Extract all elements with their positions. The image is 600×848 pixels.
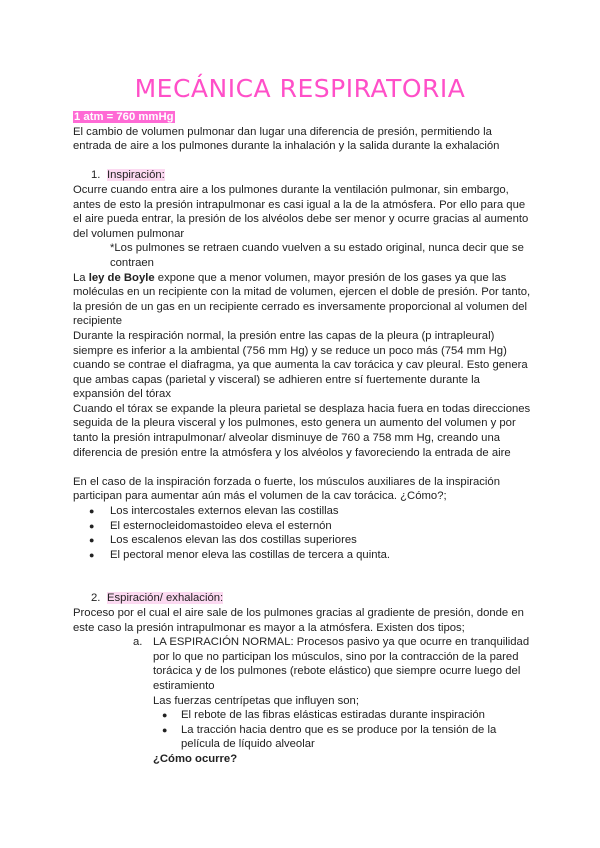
inspiracion-paragraph-4: Cuando el tórax se expande la pleura parietal se desplaza hacia fuera en todas direcciones seguida de la pleura visceral y los pulmones, esto genera un aumento del volumen y por tanto la presión intrapulmonar/ alveolar disminuye de 760 a 758 mm Hg, creando una diferencia de presión entre la atmósfera y los alvéolos y favoreciendo la entrada de aire (73, 402, 531, 459)
document-body (73, 110, 533, 767)
inspiracion-paragraph-1: Ocurre cuando entra aire a los pulmones durante la ventilación pulmonar, sin embargo, antes de esto la presión intrapulmonar es casi igual a la de la atmósfera. Por ello para que el aire pueda entrar, la presión de los alvéolos debe ser menor y ocurre gracias al aumento del volumen pulmonar (73, 183, 529, 240)
atm-equation (73, 110, 533, 125)
como-ocurre-heading: ¿Cómo ocurre? (153, 752, 238, 765)
list-item: ● Los escalenos elevan las dos costillas superiores (73, 533, 533, 548)
forces-label: Las fuerzas centrípetas que influyen son; (153, 694, 359, 707)
highlighted-equation: 1 atm = 760 mmHg (74, 111, 174, 123)
inspiracion-paragraph-5: En el caso de la inspiración forzada o fuerte, los músculos auxiliares de la inspiración participan para aumentar aún más el volumen de la cav torácica. ¿Cómo?; (73, 475, 500, 503)
section-heading-espiracion: 2. Espiración/ exhalación: (91, 592, 224, 605)
espiracion-paragraph-1: Proceso por el cual el aire sale de los pulmones gracias al gradiente de presión, donde en este caso la presión intrapulmonar es mayor a la atmósfera. Existen dos tipos; (73, 607, 524, 634)
list-item: ● La tracción hacia dentro que es se produce por la tensión de la película de líquido alveolar (153, 723, 533, 752)
boyle-paragraph: La ley de Boyle expone que a menor volumen, mayor presión de los gases ya que las moléculas en un recipiente con la mitad de volumen, ejercen el doble de presión. Por tanto, la presión de un gas en un recipiente cerrado es inversamente proporcional al volumen del recipiente (73, 271, 531, 328)
boyle-law-term: ley de Boyle (88, 271, 155, 284)
list-item: ● El rebote de las fibras elásticas estiradas durante inspiración (153, 708, 533, 723)
section-heading-inspiracion: 1. Inspiración: (91, 169, 165, 182)
muscles-list (73, 504, 533, 562)
list-item: ● El esternocleidomastoideo eleva el esternón (73, 519, 533, 534)
intro-paragraph: El cambio de volumen pulmonar dan lugar una diferencia de presión, permitiendo la entrada de aire a los pulmones durante la inhalación y la salida durante la exhalación (73, 125, 500, 153)
alpha-item-a: a. LA ESPIRACIÓN NORMAL: Procesos pasivo ya que ocurre en tranquilidad por lo que no participan los músculos, sino por la contracción de la pared torácica y de los pulmones (rebote elástico) que siempre ocurre luego del estiramiento (133, 636, 530, 692)
list-item: ● El pectoral menor eleva las costillas de tercera a quinta. (73, 548, 533, 563)
list-item: ● Los intercostales externos elevan las costillas (73, 504, 533, 519)
inspiracion-note: *Los pulmones se retraen cuando vuelven a su estado original, nunca decir que se contraen (110, 242, 524, 269)
forces-list (153, 708, 533, 752)
inspiracion-paragraph-3: Durante la respiración normal, la presión entre las capas de la pleura (p intrapleural) siempre es inferior a la ambiental (756 mm Hg) y se reduce un poco más (754 mm Hg) cuando se contrae el diafragma, ya que aumenta la cav torácica y cav pleural. Esto genera que ambas capas (parietal y visceral) se adhieren entre sí fuertemente durante la expansión del tórax (73, 329, 528, 401)
page-title: MECÁNICA RESPIRATORIA (134, 74, 466, 103)
